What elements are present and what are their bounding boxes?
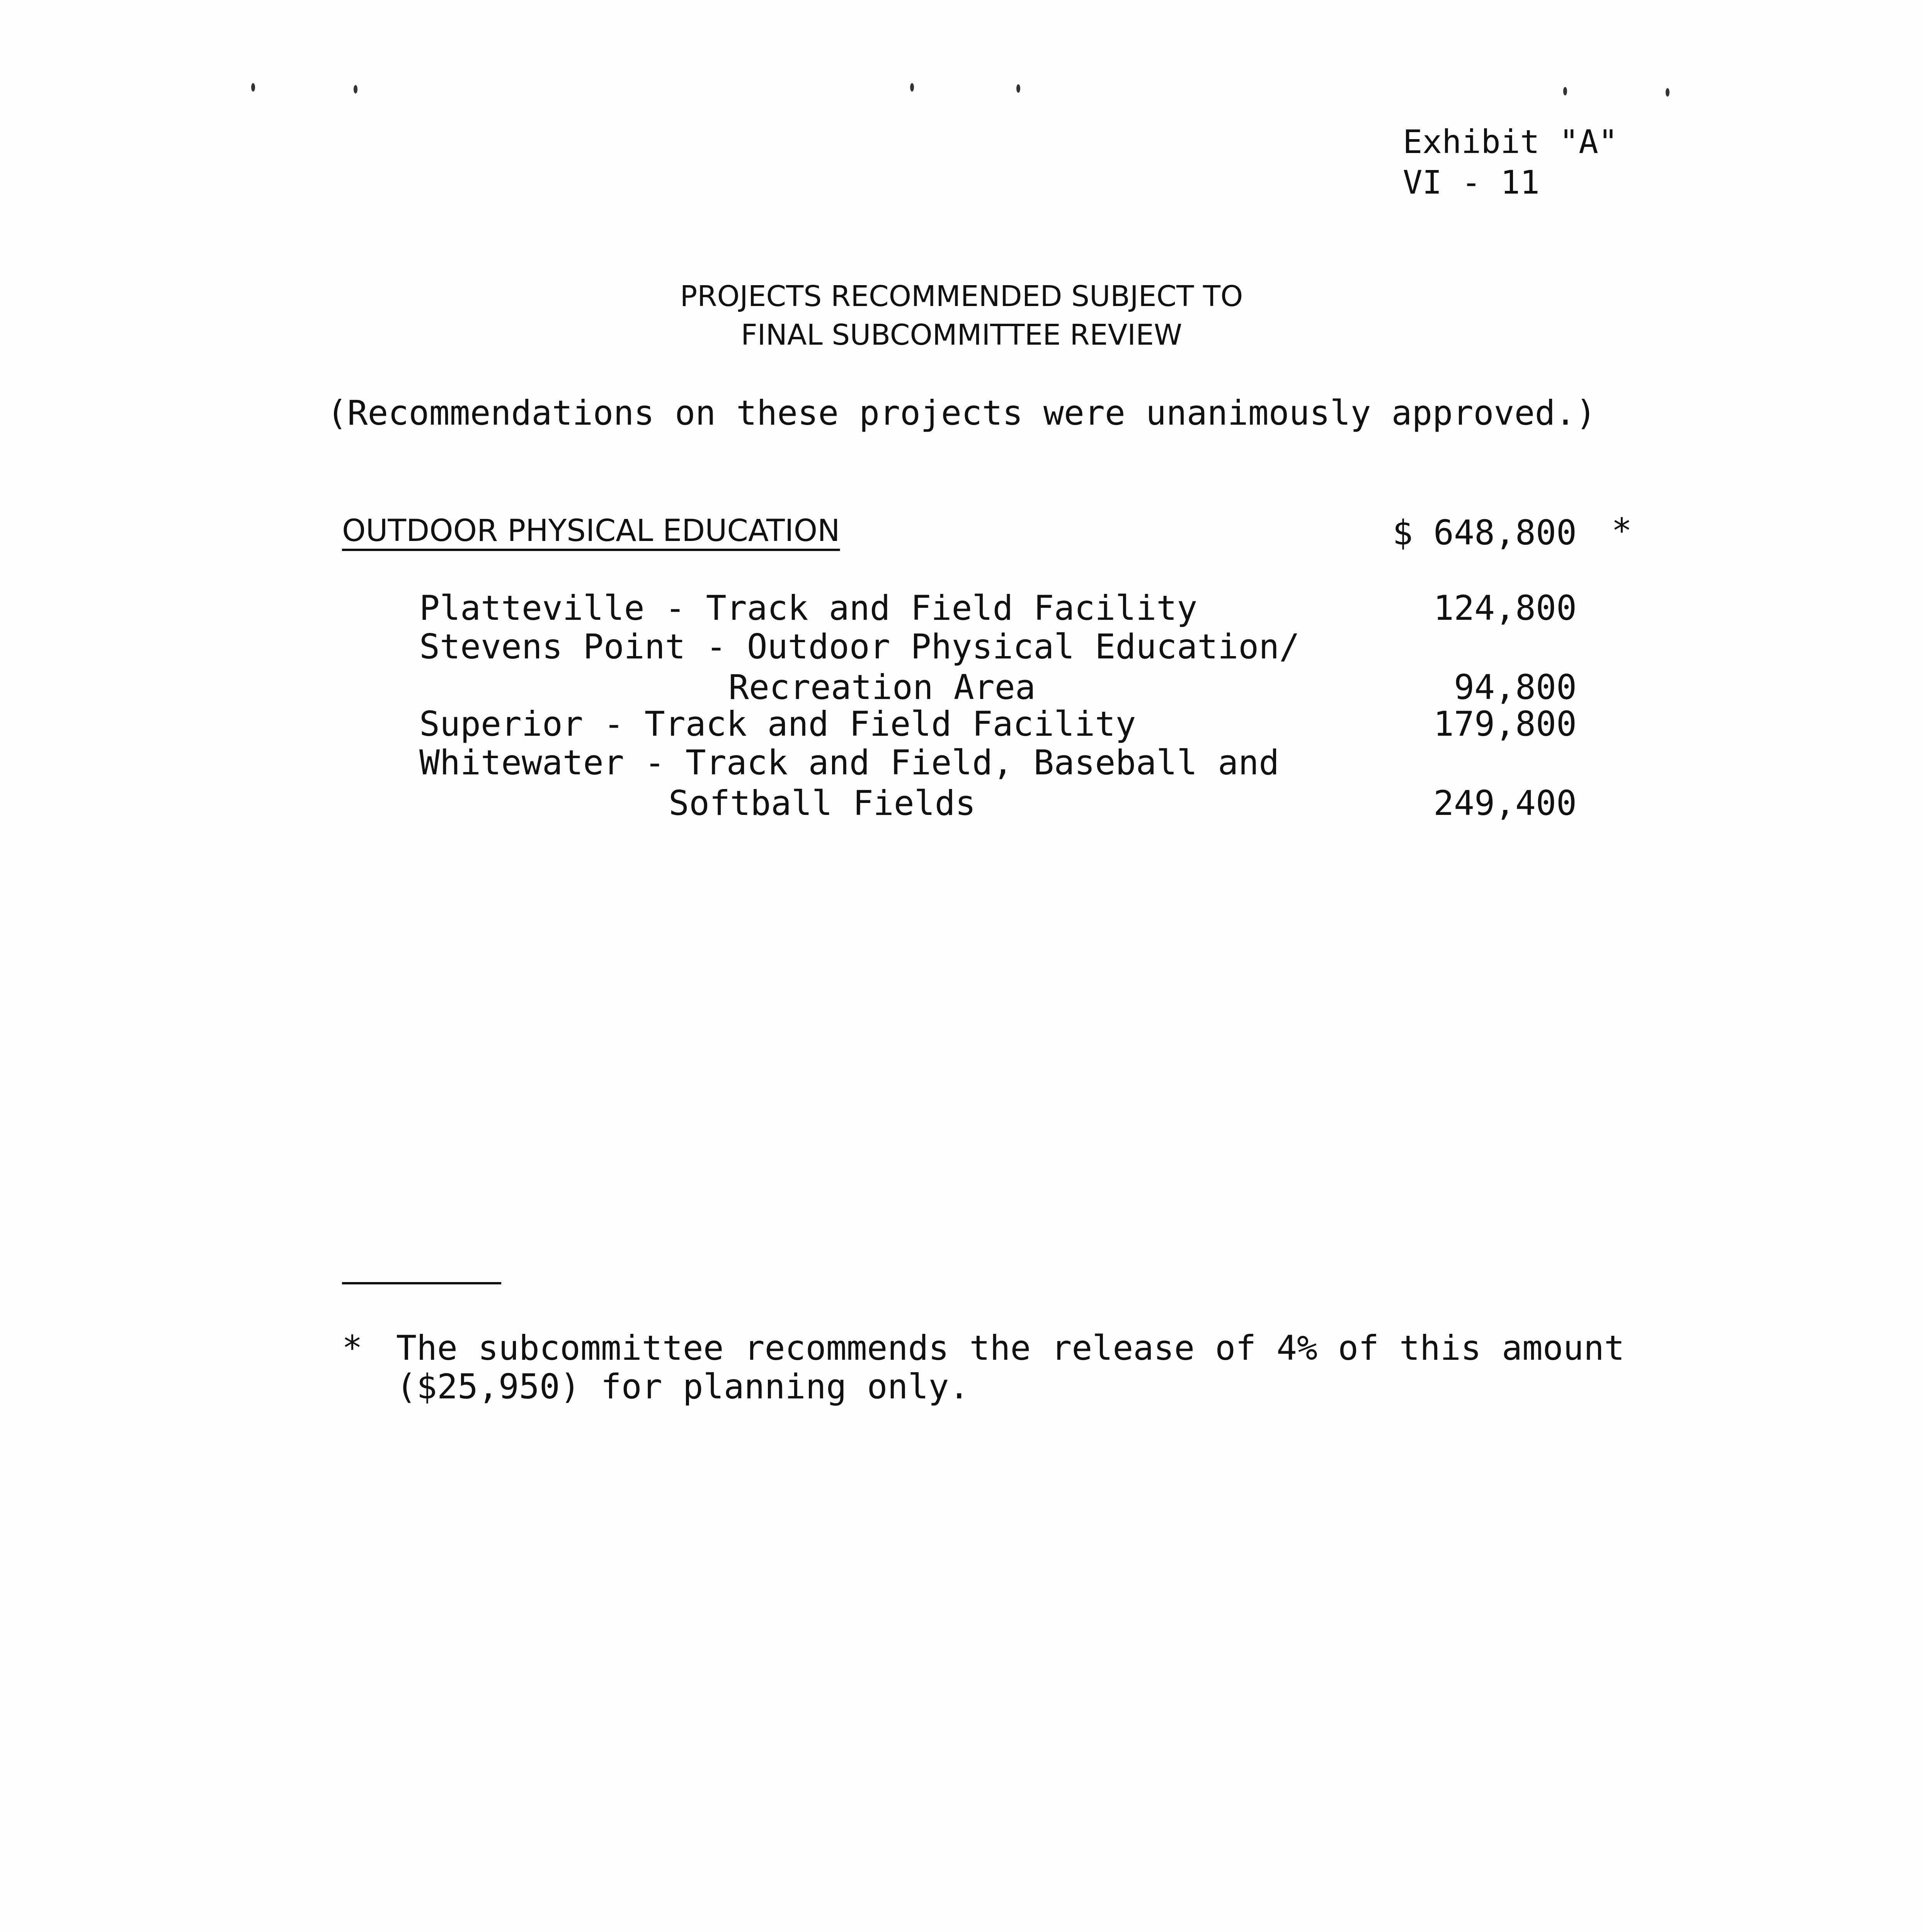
page-title: PROJECTS RECOMMENDED SUBJECT TO xyxy=(680,280,1243,313)
section-total: $ 648,800 xyxy=(1392,513,1577,553)
footnote-text-continued: ($25,950) for planning only. xyxy=(396,1367,970,1406)
project-amount: 94,800 xyxy=(1454,667,1577,707)
project-description-continued: Recreation Area xyxy=(728,667,1036,707)
exhibit-label: Exhibit "A" xyxy=(1403,123,1618,161)
project-amount: 249,400 xyxy=(1433,783,1577,823)
approval-note: (Recommendations on these projects were unanimously approved.) xyxy=(327,393,1596,433)
footnote-separator xyxy=(342,1282,501,1284)
project-amount: 179,800 xyxy=(1433,704,1577,744)
scan-speck xyxy=(354,85,357,94)
project-description: Platteville - Track and Field Facility xyxy=(419,588,1198,628)
project-amount: 124,800 xyxy=(1433,588,1577,628)
project-description: Whitewater - Track and Field, Baseball and xyxy=(419,743,1280,782)
scan-speck xyxy=(910,83,914,92)
scan-speck xyxy=(1666,88,1669,97)
project-description: Superior - Track and Field Facility xyxy=(419,704,1136,744)
project-description-continued: Softball Fields xyxy=(669,783,976,823)
section-heading: OUTDOOR PHYSICAL EDUCATION xyxy=(342,514,840,548)
footnote-marker: * xyxy=(342,1328,362,1368)
project-description: Stevens Point - Outdoor Physical Education/ xyxy=(419,627,1300,667)
exhibit-page-number: VI - 11 xyxy=(1403,163,1540,201)
scan-speck xyxy=(1016,84,1020,93)
scan-speck xyxy=(251,83,255,92)
section-total-marker: * xyxy=(1612,511,1632,551)
page-subtitle: FINAL SUBCOMMITTEE REVIEW xyxy=(741,318,1182,352)
footnote-text: The subcommittee recommends the release of 4% of this amount xyxy=(396,1328,1625,1368)
scan-speck xyxy=(1563,87,1567,95)
